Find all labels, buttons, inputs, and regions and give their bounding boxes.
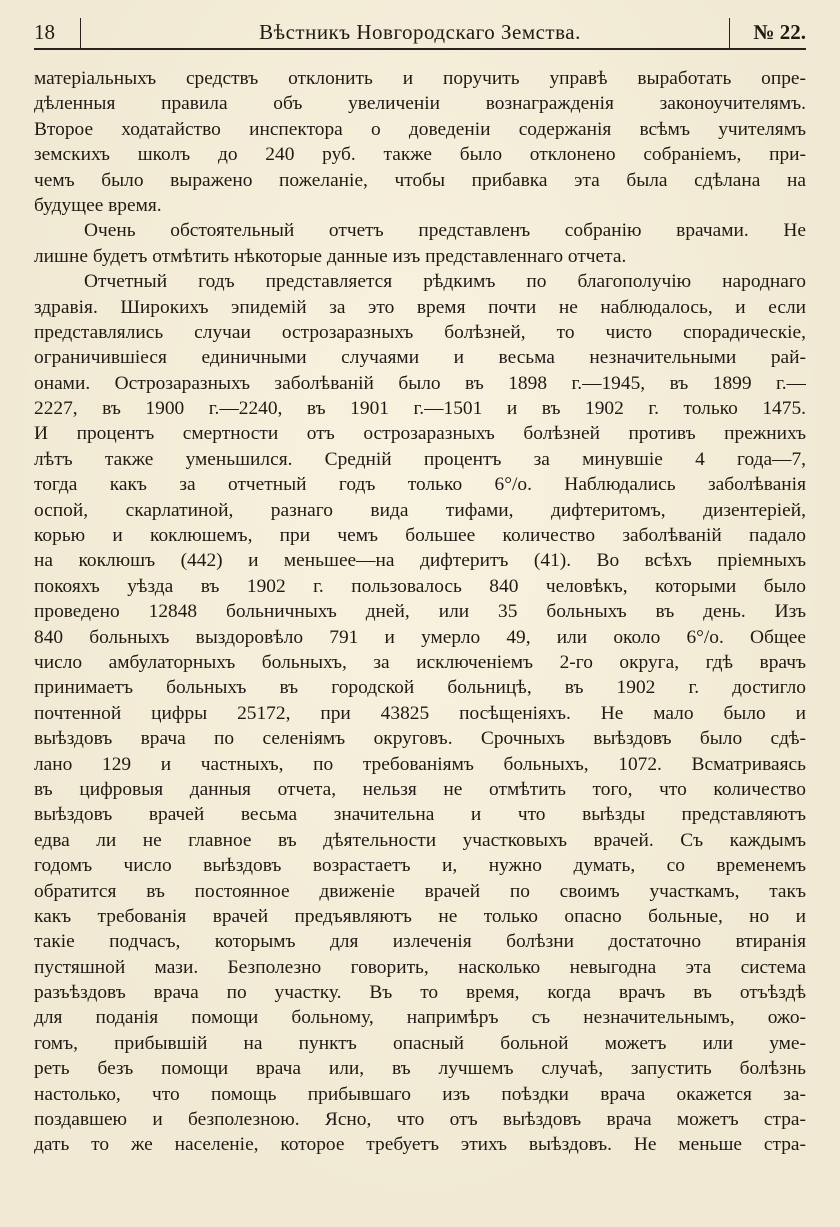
text-line: лано 129 и частныхъ, по требованіямъ больныхъ, 1072. Всматриваясь [34,753,806,775]
text-line: здравія. Широкихъ эпидемій за это время почти не наблюдалось, и если [34,296,806,318]
text-line: разъѣздовъ врача по участку. Въ то время, когда врачъ въ отъѣздѣ [34,982,806,1004]
text-line: представлялись случаи острозаразныхъ болѣзней, то чисто спорадическіе, [34,321,806,343]
text-line: оспой, скарлатиной, разнаго вида тифами, дифтеритомъ, дизентеріей, [34,499,806,521]
text-line: покояхъ уѣзда въ 1902 г. пользовалось 840 человѣкъ, которыми было [34,575,806,597]
text-line: годомъ число выѣздовъ возрастаетъ и, нужно думать, со временемъ [34,855,806,877]
text-line: Очень обстоятельный отчетъ представленъ собранію врачами. Не [84,220,806,242]
text-line: гомъ, прибывшій на пунктъ опасный больной можетъ или уме- [34,1032,806,1054]
text-line: И процентъ смертности отъ острозаразныхъ болѣзней противъ прежнихъ [34,423,806,445]
text-line: дѣленныя правила объ увеличеніи вознагражденія законоучителямъ. [34,93,806,115]
text-line: лишне будетъ отмѣтить нѣкоторые данные изъ представленнаго отчета. [34,245,627,267]
text-line: 840 больныхъ выздоровѣло 791 и умерло 49, или около 6°/о. Общее [34,626,806,648]
text-line: матеріальныхъ средствъ отклонить и поручить управѣ выработать опре- [34,68,806,89]
body-text [34,66,806,1158]
text-line: лѣтъ также уменьшился. Средній процентъ за минувшіе 4 года—7, [34,448,806,470]
text-line: какъ требованія врачей предъявляютъ не только опасно больные, но и [34,905,806,927]
text-line: для поданія помощи больному, напримѣръ съ незначительнымъ, ожо- [34,1007,806,1029]
text-line: число амбулаторныхъ больныхъ, за исключеніемъ 2-го округа, гдѣ врачъ [34,651,806,673]
text-line: ограничившіеся единичными случаями и весьма незначительными рай- [34,347,806,369]
text-line: обратится въ постоянное движеніе врачей по своимъ участкамъ, такъ [34,880,806,902]
header-divider-right [729,18,730,48]
text-line: выѣздовъ врача по селеніямъ округовъ. Срочныхъ выѣздовъ было сдѣ- [34,728,806,750]
text-line: тогда какъ за отчетный годъ только 6°/о. Наблюдались заболѣванія [34,474,806,496]
text-line: реть безъ помощи врача или, въ лучшемъ случаѣ, запустить болѣзнь [34,1058,806,1080]
text-line: чемъ было выражено пожеланіе, чтобы прибавка эта была сдѣлана на [34,169,806,191]
page-number: 18 [34,20,55,44]
text-line: будущее время. [34,194,162,216]
text-line: дать то же населеніе, которое требуетъ этихъ выѣздовъ. Не меньше стра- [34,1134,806,1156]
text-line: 2227, въ 1900 г.—2240, въ 1901 г.—1501 и въ 1902 г. только 1475. [34,398,806,420]
text-line: на коклюшъ (442) и меньшее—на дифтеритъ (41). Во всѣхъ пріемныхъ [34,550,806,572]
text-line: едва ли не главное въ дѣятельности участковыхъ врачей. Съ каждымъ [34,829,806,851]
text-line: принимаетъ больныхъ въ городской больницѣ, въ 1902 г. достигло [34,677,806,699]
text-line: настолько, что помощь прибывшаго изъ поѣздки врача окажется за- [34,1083,806,1105]
text-line: Отчетный годъ представляется рѣдкимъ по благополучію народнаго [84,271,806,293]
text-line: почтенной цифры 25172, при 43825 посѣщеніяхъ. Не мало было и [34,702,806,724]
text-line: земскихъ школъ до 240 руб. также было отклонено собраніемъ, при- [34,144,806,166]
page-header [34,20,806,50]
text-line: корью и коклюшемъ, при чемъ большее количество заболѣваній падало [34,525,806,547]
journal-title: Вѣстникъ Новгородскаго Земства. [259,20,581,44]
issue-number: № 22. [753,20,806,44]
text-line: выѣздовъ врачей весьма значительна и что выѣзды представляютъ [34,804,806,826]
text-line: проведено 12848 больничныхъ дней, или 35 больныхъ въ день. Изъ [34,601,806,623]
text-line: пустяшной мази. Безполезно говорить, насколько невыгодна эта система [34,956,806,978]
text-line: Второе ходатайство инспектора о доведеніи содержанія всѣмъ учителямъ [34,118,806,140]
text-line: такіе подчасъ, которымъ для излеченія болѣзни достаточно втиранія [34,931,806,953]
text-line: поздавшею и безполезною. Ясно, что отъ выѣздовъ врача можетъ стра- [34,1109,806,1131]
text-line: въ цифровыя данныя отчета, нельзя не отмѣтить того, что количество [34,778,806,800]
text-line: онами. Острозаразныхъ заболѣваній было въ 1898 г.—1945, въ 1899 г.— [34,372,806,394]
